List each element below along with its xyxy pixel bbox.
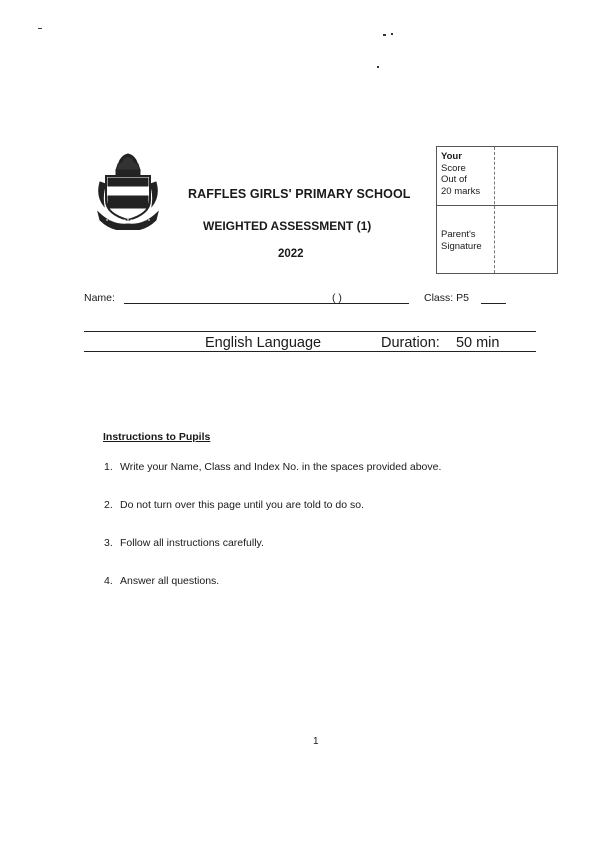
instruction-text: Do not turn over this page until you are told to do so. (120, 499, 364, 511)
instruction-text: Write your Name, Class and Index No. in the spaces provided above. (120, 461, 442, 473)
class-field-line[interactable] (481, 303, 506, 304)
page-number: 1 (313, 736, 319, 747)
school-name: RAFFLES GIRLS' PRIMARY SCHOOL (188, 187, 411, 201)
instruction-number: 3. (104, 537, 113, 549)
scan-speck (377, 66, 379, 68)
instruction-item (104, 499, 364, 511)
scan-speck (391, 33, 393, 35)
score-label (441, 151, 495, 197)
exam-duration: Duration: 50 min (381, 335, 500, 351)
score-label-line: Score (441, 162, 466, 174)
score-label-line: Your (441, 151, 462, 162)
scan-speck (38, 28, 42, 29)
score-label-line: Out of (441, 174, 467, 185)
signature-label (441, 229, 495, 252)
class-label: Class: P5 (424, 292, 469, 304)
scan-speck (383, 34, 386, 36)
divider-line (84, 351, 536, 352)
signature-label-line: Signature (441, 240, 482, 252)
instruction-text: Answer all questions. (120, 575, 220, 587)
instruction-number: 4. (104, 575, 113, 587)
school-crest-logo (96, 152, 160, 230)
student-details-row (84, 292, 544, 308)
instruction-item (104, 575, 219, 587)
instructions-title: Instructions to Pupils (103, 431, 211, 443)
score-box (436, 146, 558, 274)
instruction-number: 2. (104, 499, 113, 511)
name-field-line[interactable] (124, 303, 409, 304)
divider-line (84, 331, 536, 332)
score-label-line: 20 marks (441, 185, 481, 197)
assessment-year: 2022 (278, 248, 304, 260)
instruction-number: 1. (104, 461, 113, 473)
instruction-text: Follow all instructions carefully. (120, 537, 264, 549)
instruction-item (104, 461, 441, 473)
assessment-title: WEIGHTED ASSESSMENT (1) (203, 219, 372, 233)
name-label: Name: (84, 292, 115, 304)
index-number-field[interactable]: ( ) (332, 292, 342, 304)
signature-label-line: Parent's (441, 229, 476, 240)
subject-name: English Language (205, 335, 322, 351)
instruction-item (104, 537, 264, 549)
score-box-divider (437, 205, 557, 206)
